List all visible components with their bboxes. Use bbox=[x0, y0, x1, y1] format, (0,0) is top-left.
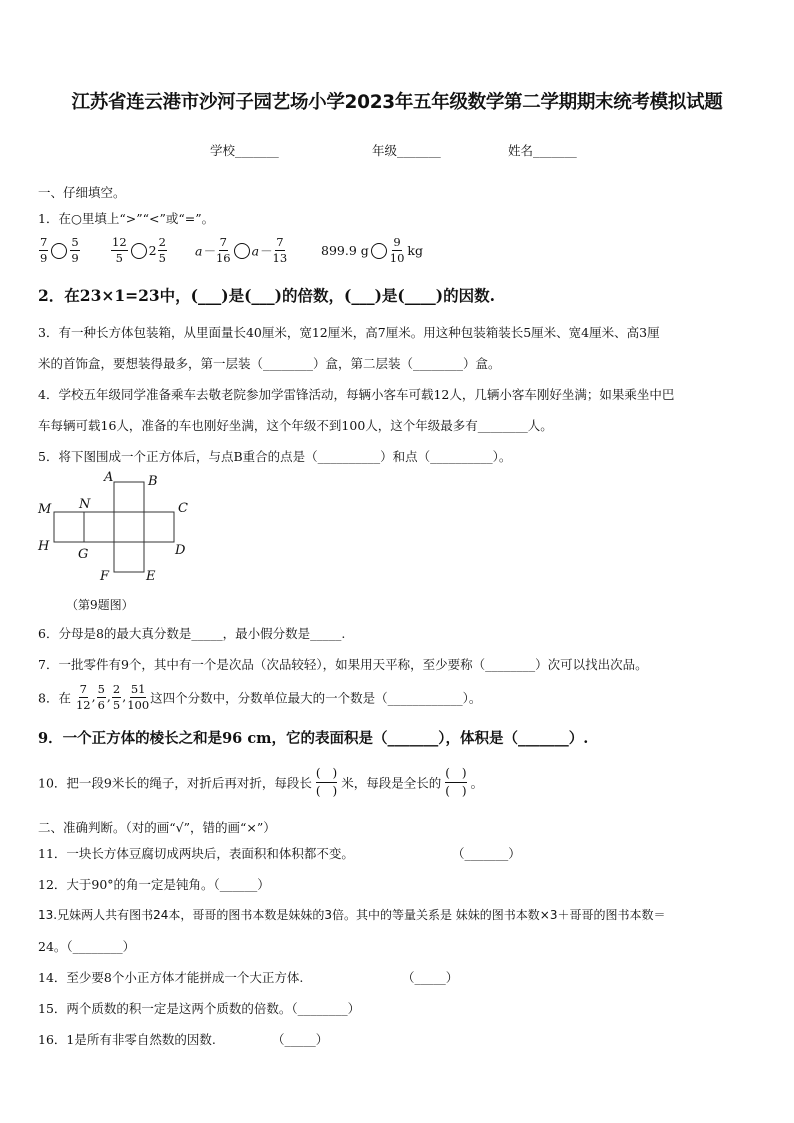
question-16-answer: （_____） bbox=[272, 1032, 329, 1047]
figure-caption: （第9题图） bbox=[66, 598, 134, 612]
question-13-line-2: 24。（________） bbox=[38, 939, 136, 954]
question-3-line-1: 3．有一种长方体包装箱，从里面量长40厘米，宽12厘米，高7厘米。用这种包装箱装长5厘米、宽4厘米、高3厘 bbox=[38, 325, 660, 340]
compare-circle bbox=[51, 243, 67, 259]
question-13-line-1: 13.兄妹两人共有图书24本，哥哥的图书本数是妹妹的3倍。其中的等量关系是 妹妹的图书本数×3＋哥哥的图书本数＝ bbox=[38, 908, 666, 922]
label-M: M bbox=[38, 502, 52, 517]
question-10: 10．把一段9米长的绳子，对折后再对折，每段长 ( ) ( ) 米，每段是全长的 ( ) ( ) 。 bbox=[38, 766, 484, 798]
question-11-answer: （_______） bbox=[452, 846, 521, 861]
question-3-line-2: 米的首饰盒，要想装得最多，第一层装（________）盒，第二层装（________）盒。 bbox=[38, 356, 501, 371]
question-14-answer: （_____） bbox=[402, 970, 459, 985]
label-N: N bbox=[79, 497, 91, 512]
label-H: H bbox=[38, 539, 50, 554]
question-9: 9．一个正方体的棱长之和是96 cm，它的表面积是（_______），体积是（_______）. bbox=[38, 730, 589, 747]
label-A: A bbox=[104, 470, 114, 485]
label-B: B bbox=[148, 474, 158, 489]
question-11: 11．一块长方体豆腐切成两块后，表面积和体积都不变。 bbox=[38, 846, 354, 861]
question-7: 7．一批零件有9个，其中有一个是次品（次品较轻），如果用天平称，至少要称（________）次可以找出次品。 bbox=[38, 657, 648, 672]
name-field: 姓名_______ bbox=[508, 143, 577, 158]
question-16: 16．1是所有非零自然数的因数. bbox=[38, 1032, 216, 1047]
question-4-line-2: 车每辆可载16人，准备的车也刚好坐满，这个年级不到100人，这个年级最多有________人。 bbox=[38, 418, 553, 433]
question-15: 15．两个质数的积一定是这两个质数的倍数。（________） bbox=[38, 1001, 361, 1016]
cube-net-figure bbox=[32, 472, 202, 617]
question-12: 12．大于90°的角一定是钝角。（______） bbox=[38, 877, 270, 892]
page-title: 江苏省连云港市沙河子园艺场小学2023年五年级数学第二学期期末统考模拟试题 bbox=[71, 92, 723, 113]
label-C: C bbox=[178, 501, 188, 516]
grade-field: 年级_______ bbox=[372, 143, 441, 158]
compare-circle bbox=[234, 243, 250, 259]
question-4-line-1: 4．学校五年级同学准备乘车去敬老院参加学雷锋活动，每辆小客车可载12人，几辆小客车刚好坐满；如果乘坐中巴 bbox=[38, 387, 675, 402]
question-6: 6．分母是8的最大真分数是_____，最小假分数是_____. bbox=[38, 626, 346, 641]
section-2-heading: 二、准确判断。（对的画“√”，错的画“×”） bbox=[38, 820, 276, 835]
question-14: 14．至少要8个小正方体才能拼成一个大正方体. bbox=[38, 970, 304, 985]
question-8: 8．在 $\frac{7}{12}$ , $\frac{5}{6}$ , $\frac{2}{5}$ , $\frac{51}{100}$ 这四个分数中，分数单位最大的一个数是（____________）。 bbox=[38, 682, 482, 712]
school-field: 学校_______ bbox=[210, 143, 279, 158]
label-G: G bbox=[78, 547, 89, 562]
question-2: 2．在23×1=23中，(___)是(___)的倍数，(___)是(____)的因数. bbox=[38, 286, 496, 305]
compare-item-4: 899.9 g $\frac{9}{10}$ kg bbox=[321, 235, 423, 265]
compare-circle bbox=[371, 243, 387, 259]
compare-circle bbox=[131, 243, 147, 259]
label-D: D bbox=[175, 543, 186, 558]
label-E: E bbox=[146, 569, 156, 584]
question-1: 1．在○里填上“>”“<”或“=”。 bbox=[38, 211, 215, 226]
compare-item-2: $\frac{12}{5}$ 2 $\frac{2}{5}$ bbox=[112, 235, 166, 265]
compare-item-1: $\frac{7}{9}$ $\frac{5}{9}$ bbox=[40, 235, 79, 265]
compare-item-3: a－ $\frac{7}{16}$ a－ $\frac{7}{13}$ bbox=[195, 235, 288, 265]
question-5: 5．将下图围成一个正方体后，与点B重合的点是（__________）和点（__________）。 bbox=[38, 449, 512, 464]
label-F: F bbox=[100, 569, 110, 584]
section-1-heading: 一、仔细填空。 bbox=[38, 185, 126, 200]
